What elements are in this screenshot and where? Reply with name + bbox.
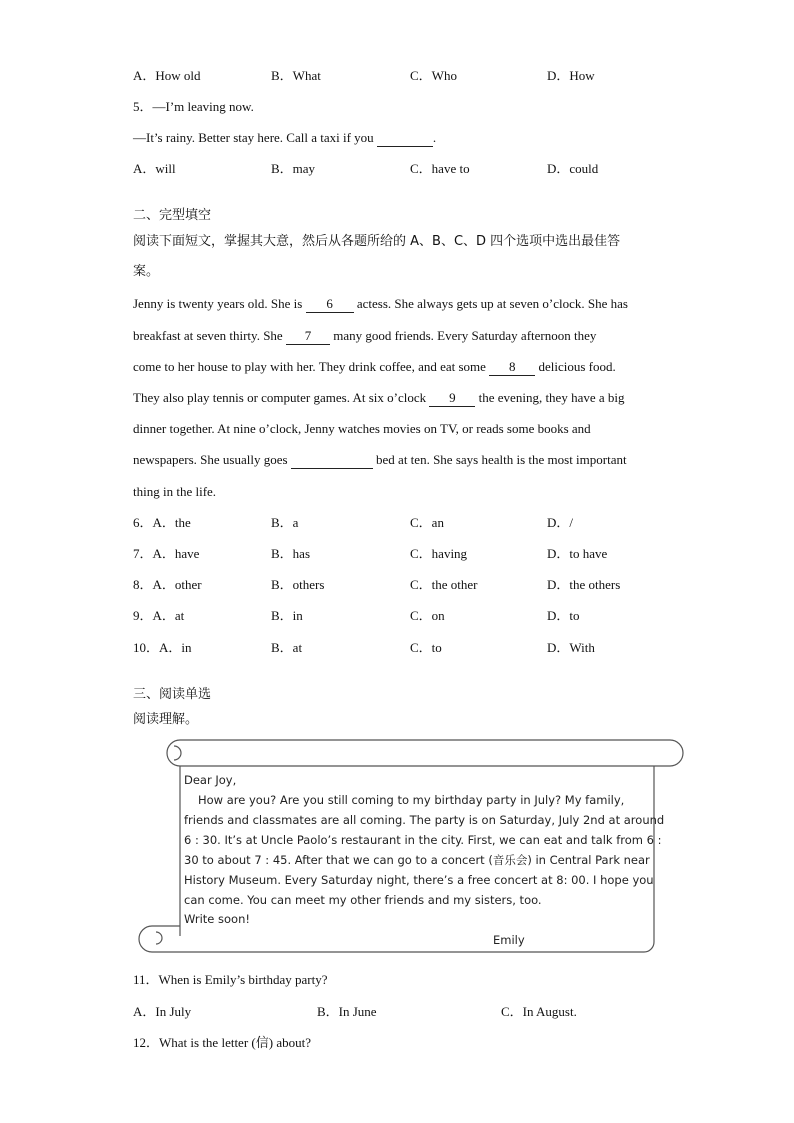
option-a[interactable]: A．In July [133, 1004, 192, 1019]
option-c[interactable]: C．In August. [501, 1004, 577, 1019]
option-c[interactable]: C．Who [410, 68, 457, 83]
option-c[interactable]: C．on [410, 608, 445, 623]
question-5-dialog [133, 128, 436, 148]
option-a[interactable]: A．will [133, 161, 176, 176]
question-5-text: —It’s rainy. Better stay here. Call a taxi if you [133, 130, 377, 145]
letter-line: Write soon! [184, 912, 250, 926]
option-d[interactable]: D．to [547, 608, 580, 623]
passage-line-4 [133, 388, 625, 408]
section-2-heading: 二、完型填空 [133, 208, 212, 223]
blank-10 [291, 452, 373, 469]
passage-text: many good friends. Every Saturday afternoon they [329, 328, 597, 343]
blank-6: 6 [306, 296, 354, 313]
section-3-instruction: 阅读理解。 [133, 712, 199, 727]
passage-text: Jenny is twenty years old. She is [133, 296, 306, 311]
letter-greeting: Dear Joy, [184, 773, 237, 787]
question-11-stem: 11．When is Emily’s birthday party? [133, 972, 328, 987]
passage-text: the evening, they have a big [475, 390, 625, 405]
blank-8: 8 [489, 359, 535, 376]
letter-line: 6 : 30. It’s at Uncle Paolo’s restaurant in the city. First, we can eat and talk from 6 : [184, 833, 662, 847]
letter-line: How are you? Are you still coming to my birthday party in July? My family, [198, 793, 625, 807]
letter-line: History Museum. Every Saturday night, there’s a free concert at 8: 00. I hope you [184, 873, 654, 887]
blank-9: 9 [429, 390, 475, 407]
option-c[interactable]: C．an [410, 515, 444, 530]
passage-text: newspapers. She usually goes [133, 452, 291, 467]
option-b[interactable]: B．a [271, 515, 299, 530]
passage-line-1 [133, 294, 628, 314]
section-3-heading: 三、阅读单选 [133, 687, 212, 702]
option-a[interactable]: 10．A．in [133, 640, 192, 655]
option-a[interactable]: 9．A．at [133, 608, 185, 623]
passage-text: breakfast at seven thirty. She [133, 328, 286, 343]
option-b[interactable]: B．may [271, 161, 316, 176]
option-c[interactable]: C．the other [410, 577, 478, 592]
option-d[interactable]: D．How [547, 68, 595, 83]
option-d[interactable]: D．to have [547, 546, 608, 561]
answer-blank [377, 130, 433, 147]
option-d[interactable]: D．could [547, 161, 599, 176]
option-c[interactable]: C．have to [410, 161, 470, 176]
option-b[interactable]: B．In June [317, 1004, 377, 1019]
option-a[interactable]: 6．A．the [133, 515, 191, 530]
section-2-instruction-cont: 案。 [133, 264, 160, 279]
question-5-end: . [432, 130, 437, 145]
option-b[interactable]: B．What [271, 68, 321, 83]
passage-text: They also play tennis or computer games. At six o’clock [133, 390, 430, 405]
option-a[interactable]: 7．A．have [133, 546, 200, 561]
option-b[interactable]: B．has [271, 546, 311, 561]
option-b[interactable]: B．others [271, 577, 325, 592]
option-d[interactable]: D．With [547, 640, 595, 655]
blank-7: 7 [286, 328, 330, 345]
passage-text: delicious food. [535, 359, 616, 374]
passage-line-2 [133, 326, 596, 346]
passage-text: actess. She always gets up at seven o’clock. She has [353, 296, 628, 311]
option-a[interactable]: A．How old [133, 68, 201, 83]
question-5-stem: 5．—I’m leaving now. [133, 99, 254, 114]
option-c[interactable]: C．having [410, 546, 468, 561]
passage-text: bed at ten. She says health is the most important [372, 452, 627, 467]
letter-line: 30 to about 7 : 45. After that we can go to a concert (音乐会) in Central Park near [184, 853, 650, 867]
passage-line-7: thing in the life. [133, 484, 217, 499]
option-c[interactable]: C．to [410, 640, 442, 655]
passage-line-3 [133, 357, 616, 377]
letter-line: can come. You can meet my other friends and my sisters, too. [184, 893, 542, 907]
option-d[interactable]: D．/ [547, 515, 574, 530]
passage-line-6 [133, 450, 627, 470]
option-a[interactable]: 8．A．other [133, 577, 202, 592]
option-d[interactable]: D．the others [547, 577, 621, 592]
letter-signature: Emily [493, 933, 525, 947]
section-2-instruction: 阅读下面短文，掌握其大意，然后从各题所给的 A、B、C、D 四个选项中选出最佳答 [133, 234, 621, 249]
question-12-stem: 12．What is the letter (信) about? [133, 1035, 311, 1050]
passage-text: come to her house to play with her. They drink coffee, and eat some [133, 359, 490, 374]
option-b[interactable]: B．at [271, 640, 303, 655]
option-b[interactable]: B．in [271, 608, 303, 623]
passage-line-5: dinner together. At nine o’clock, Jenny watches movies on TV, or reads some books and [133, 421, 591, 436]
letter-line: friends and classmates are all coming. The party is on Saturday, July 2nd at around [184, 813, 665, 827]
